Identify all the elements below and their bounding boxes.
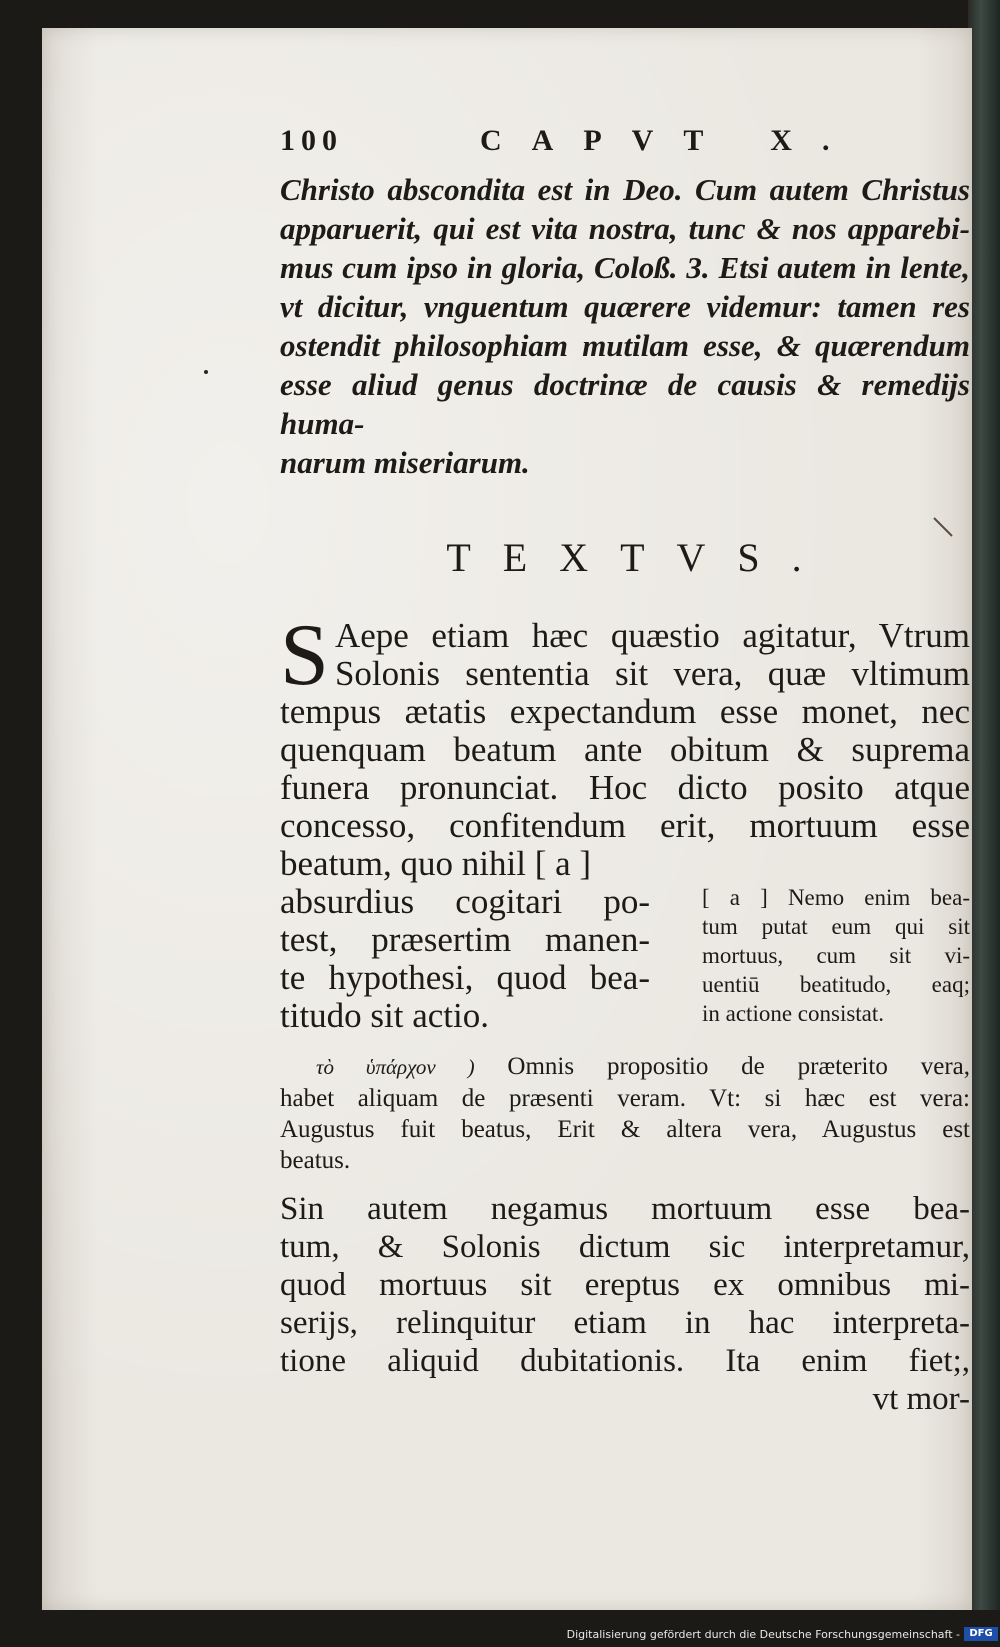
main-text-continued xyxy=(280,1190,970,1380)
page-number: 100 xyxy=(280,124,343,157)
text-line: quenquam beatum ante obitum & suprema xyxy=(280,730,970,769)
margin-ink-dot xyxy=(204,370,208,374)
italic-line: Christo abscondita est in Deo. Cum autem Christus xyxy=(280,172,970,207)
text-line: absurdius cogitari po- xyxy=(280,882,650,921)
text-line: Solonis sententia sit vera, quæ vltimum xyxy=(334,654,970,693)
text-line: concesso, confitendum erit, mortuum esse xyxy=(280,806,970,845)
note-line: mortuus, cum sit vi- xyxy=(702,943,970,968)
italic-line: apparuerit, qui est vita nostra, tunc & nos apparebi- xyxy=(280,211,970,246)
italic-line: vt dicitur, vnguentum quærere videmur: tamen res xyxy=(280,289,970,324)
annotation-line xyxy=(280,1051,970,1083)
drop-cap: S xyxy=(280,607,329,704)
text-line: test, præsertim manen- xyxy=(280,920,650,959)
annotation-line: Augustus fuit beatus, Erit & altera vera, Augustus est xyxy=(280,1116,970,1143)
page-content xyxy=(280,124,970,1418)
book-page xyxy=(42,28,972,1610)
greek-lemma: τὸ ὑπάρχον ) xyxy=(316,1055,475,1079)
book-edge xyxy=(968,0,1000,1610)
annotation-line: beatus. xyxy=(280,1147,351,1174)
annotation xyxy=(280,1051,970,1176)
italic-commentary xyxy=(280,170,970,482)
text-line: titudo sit actio. xyxy=(280,996,490,1035)
section-heading: TEXTVS. xyxy=(446,535,834,580)
text-line: quod mortuus sit ereptus ex omnibus mi- xyxy=(280,1267,970,1303)
italic-line: esse aliud genus doctrinæ de causis & remedijs huma- xyxy=(280,367,970,441)
narrow-column xyxy=(280,883,650,1035)
text-line: beatum, quo nihil [ a ] xyxy=(280,844,592,883)
text-line: Sin autem negamus mortuum esse bea- xyxy=(280,1191,970,1227)
text-line: Aepe etiam hæc quæstio agitatur, Vtrum xyxy=(334,616,970,655)
chapter-title: CAPVT X. xyxy=(480,124,860,157)
note-line: uentiū beatitudo, eaq; xyxy=(702,972,970,997)
text-with-marginal-note xyxy=(280,883,970,1035)
marginal-note xyxy=(702,883,970,1028)
note-line: tum putat eum qui sit xyxy=(702,914,970,939)
text-line: serijs, relinquitur etiam in hac interpreta- xyxy=(280,1305,970,1341)
text-line: te hypothesi, quod bea- xyxy=(280,958,650,997)
text-line: tum, & Solonis dictum sic interpretamur, xyxy=(280,1229,970,1265)
italic-line: ostendit philosophiam mutilam esse, & quærendum xyxy=(280,328,970,363)
annotation-text: Omnis propositio de præterito vera, xyxy=(507,1053,970,1080)
note-line: [ a ] Nemo enim bea- xyxy=(702,885,970,910)
text-line: tempus ætatis expectandum esse monet, nec xyxy=(280,692,970,731)
note-line: in actione consistat. xyxy=(702,1001,885,1026)
catchword: vt mor- xyxy=(872,1381,970,1417)
annotation-line: habet aliquam de præsenti veram. Vt: si hæc est vera: xyxy=(280,1085,970,1112)
digitization-credit: Digitalisierung gefördert durch die Deutsche Forschungsgemeinschaft - xyxy=(566,1628,960,1641)
italic-line: narum miseriarum. xyxy=(280,445,530,480)
text-line: funera pronunciat. Hoc dicto posito atque xyxy=(280,768,970,807)
dfg-logo: DFG xyxy=(964,1627,998,1641)
italic-line: mus cum ipso in gloria, Coloß. 3. Etsi autem in lente, xyxy=(280,250,970,285)
text-line: tione aliquid dubitationis. Ita enim fiet;, xyxy=(280,1343,970,1379)
main-text xyxy=(280,607,970,1035)
running-head xyxy=(280,124,970,166)
